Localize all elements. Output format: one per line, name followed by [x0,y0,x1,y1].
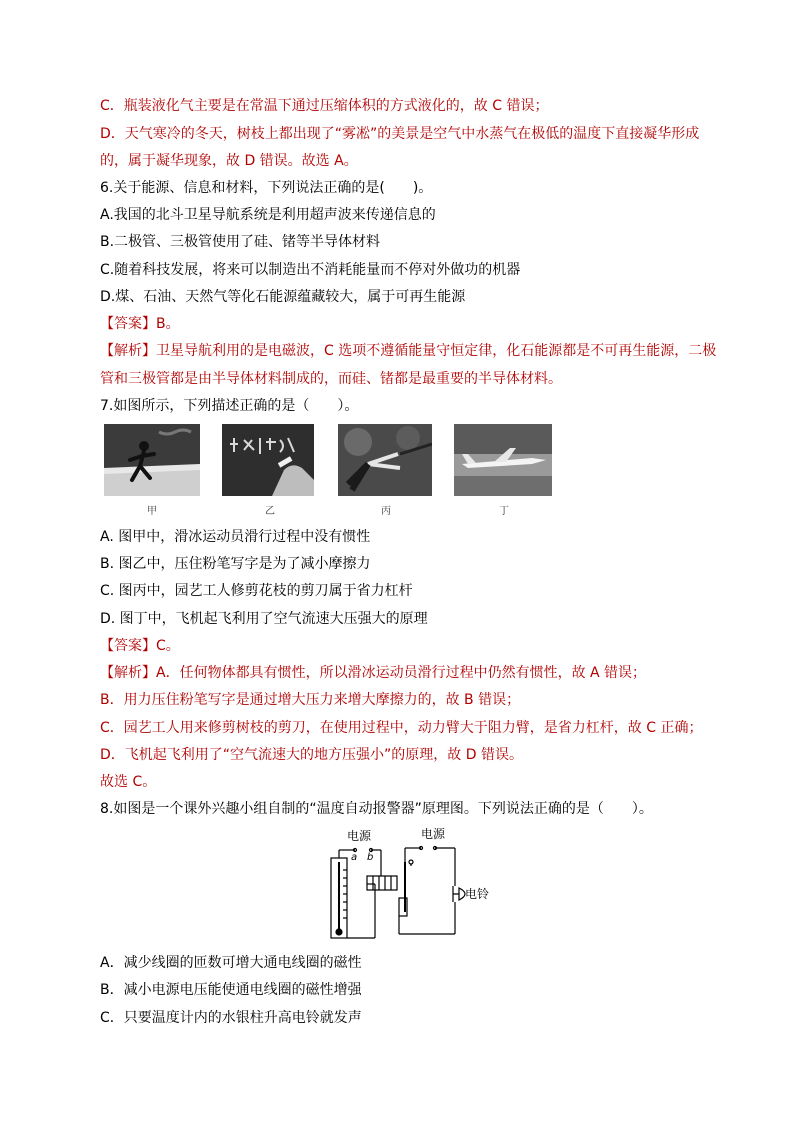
terminal-b-label: b [367,852,374,863]
question-6-option-a: A.我国的北斗卫星导航系统是利用超声波来传递信息的 [100,207,436,223]
photo-airplane-takeoff [454,424,552,496]
question-7-figures [104,424,564,518]
question-7-stem: 7.如图所示，下列描述正确的是（ ）。 [100,398,359,414]
question-7-option-d: D. 图丁中，飞机起飞利用了空气流速大压强大的原理 [100,611,428,627]
answer-label: 【答案】 [100,638,156,654]
photo-label-ding: 丁 [499,506,509,517]
question-7-analysis [100,663,646,683]
analysis-label: 【解析】 [100,665,156,681]
question-7-option-b: B. 图乙中，压住粉笔写字是为了减小摩擦力 [100,556,371,572]
analysis-text: 卫星导航利用的是电磁波，C 选项不遵循能量守恒定律，化石能源都是不可再生能源，二极 [156,343,717,359]
question-7-analysis-b: B．用力压住粉笔写字是通过增大压力来增大摩擦力的，故 B 错误； [100,692,521,708]
question-7-analysis-d: D．飞机起飞利用了“空气流速大的地方压强小”的原理，故 D 错误。 [100,747,523,763]
photo-chalk-writing [222,424,314,496]
answer-label: 【答案】 [100,316,156,332]
answer-value: C。 [156,638,180,654]
question-6-analysis-cont: 管和三极管都是由半导体材料制成的，而硅、锗都是最重要的半导体材料。 [100,371,562,387]
question-6-option-c: C.随着科技发展，将来可以制造出不消耗能量而不停对外做功的机器 [100,262,521,278]
question-7-answer [100,636,180,656]
prev-option-c-explanation: C．瓶装液化气主要是在常温下通过压缩体积的方式液化的，故 C 错误； [100,98,549,114]
photo-skater [104,424,200,496]
power-label-right: 电源 [421,827,446,841]
question-7-option-a: A. 图甲中，滑冰运动员滑行过程中没有惯性 [100,529,371,545]
bell-label: 电铃 [465,887,490,901]
power-label-left: 电源 [347,829,372,843]
analysis-text: A．任何物体都具有惯性，所以滑冰运动员滑行过程中仍然有惯性，故 A 错误； [156,665,647,681]
answer-value: B。 [156,316,180,332]
photo-label-yi: 乙 [265,506,275,517]
question-7-analysis-conclusion: 故选 C。 [100,774,157,790]
question-6-option-b: B.二极管、三极管使用了硅、锗等半导体材料 [100,234,381,250]
question-8-option-b: B．减小电源电压能使通电线圈的磁性增强 [100,982,362,998]
alarm-circuit-diagram [325,826,495,946]
question-8-stem: 8.如图是一个课外兴趣小组自制的“温度自动报警器”原理图。下列说法正确的是（ ）。 [100,801,653,817]
photo-pruning-shears [338,424,432,496]
question-6-option-d: D.煤、石油、天然气等化石能源蕴藏较大，属于可再生能源 [100,289,466,305]
question-6-answer [100,314,180,334]
question-6-stem: 6.关于能源、信息和材料，下列说法正确的是( )。 [100,180,433,196]
photo-label-bing: 丙 [381,506,391,517]
question-7-analysis-c: C．园艺工人用来修剪树枝的剪刀，在使用过程中，动力臂大于阻力臂，是省力杠杆，故 C 正确； [100,720,703,736]
question-7-option-c: C. 图丙中，园艺工人修剪花枝的剪刀属于省力杠杆 [100,583,413,599]
question-8-option-a: A．减少线圈的匝数可增大通电线圈的磁性 [100,955,362,971]
question-8-option-c: C．只要温度计内的水银柱升高电铃就发声 [100,1010,362,1026]
photo-label-jia: 甲 [147,506,157,517]
prev-option-d-explanation: D．天气寒冷的冬天，树枝上都出现了“雾凇”的美景是空气中水蒸气在极低的温度下直接凝华形成 [100,126,700,142]
analysis-label: 【解析】 [100,343,156,359]
terminal-a-label: a [351,852,358,863]
question-6-analysis [100,341,716,361]
prev-option-d-explanation-cont: 的，属于凝华现象，故 D 错误。故选 A。 [100,153,358,169]
